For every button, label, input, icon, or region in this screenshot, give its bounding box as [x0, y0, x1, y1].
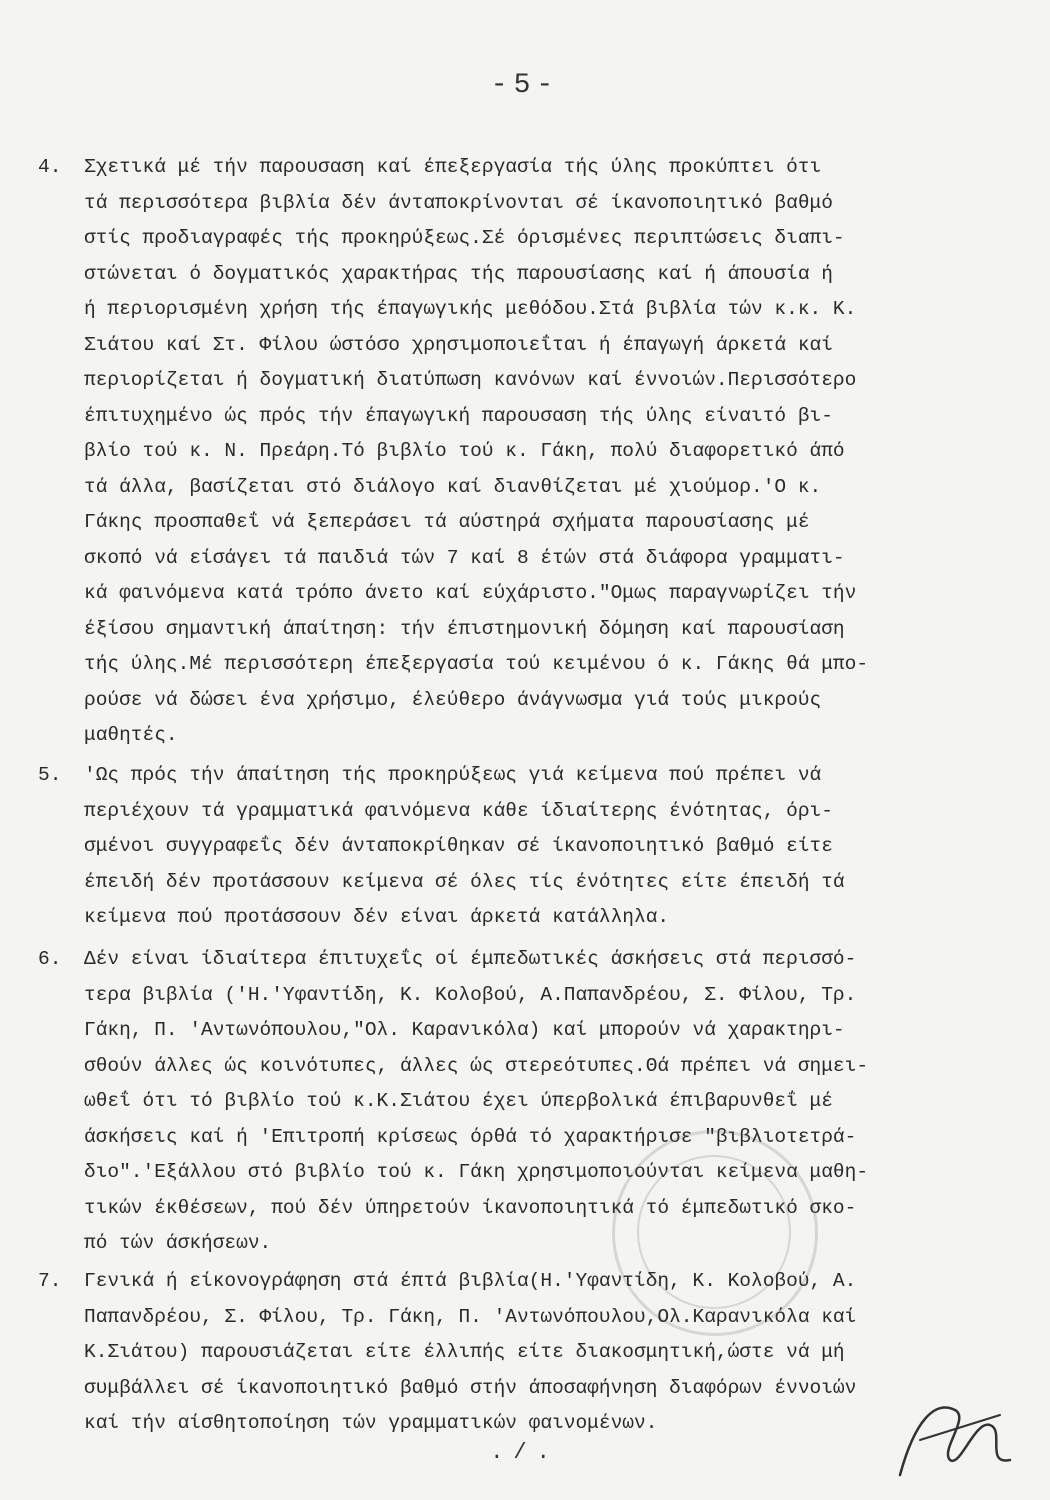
text-line: πό τών άσκήσεων.	[84, 1232, 272, 1254]
text-line: ρούσε νά δώσει ένα χρήσιμο, έλεύθερο άνάγνωσμα γιά τούς μικρούς	[84, 688, 822, 711]
paragraph-5	[38, 758, 1028, 936]
paragraph-text	[84, 150, 1028, 754]
text-line: διο".'Εξάλλου στό βιβλίο τού κ. Γάκη χρησιμοποιούνται κείμενα μαθη-	[84, 1161, 869, 1183]
text-line: περιορίζεται ή δογματική διατύπωση κανόνων καί έννοιών.Περισσότερο	[84, 369, 857, 391]
continuation-mark: ./.	[490, 1440, 560, 1465]
text-line: στίς προδιαγραφές τής προκηρύξεως.Σέ όρισμένες περιπτώσεις διαπι-	[84, 227, 845, 249]
item-number: 4.	[38, 156, 62, 178]
text-line: έπιτυχημένο ώς πρός τήν έπαγωγική παρουσαση τής ύλης είναιτό βι-	[84, 404, 833, 427]
text-line: σθούν άλλες ώς κοινότυπες, άλλες ώς στερεότυπες.Θά πρέπει νά σημει-	[84, 1054, 869, 1077]
text-line: τερα βιβλία ('Η.'Υφαντίδη, Κ. Κολοβού, Α.Παπανδρέου, Σ. Φίλου, Τρ.	[84, 983, 857, 1006]
paragraph-text	[84, 758, 1028, 936]
text-line: μαθητές.	[84, 724, 178, 746]
text-line: ωθεΐ ότι τό βιβλίο τού κ.Κ.Σιάτου έχει ύπερβολικά έπιβαρυνθεΐ μέ	[84, 1090, 833, 1112]
text-line: κά φαινόμενα κατά τρόπο άνετο καί εύχάριστο."Ομως παραγνωρίζει τήν	[84, 582, 857, 604]
text-line: σμένοι συγγραφεΐς δέν άνταποκρίθηκαν σέ ίκανοποιητικό βαθμό είτε	[84, 835, 833, 857]
text-line: Γάκης προσπαθεΐ νά ξεπεράσει τά αύστηρά σχήματα παρουσίασης μέ	[84, 511, 810, 533]
text-line: Σχετικά μέ τήν παρουσαση καί έπεξεργασία τής ύλης προκύπτει ότι	[84, 156, 822, 178]
text-line: καί τήν αίσθητοποίηση τών γραμματικών φαινομένων.	[84, 1412, 658, 1434]
item-number: 7.	[38, 1270, 62, 1292]
text-line: έξίσου σημαντική άπαίτηση: τήν έπιστημονική δόμηση καί παρουσίαση	[84, 617, 845, 640]
text-line: τά περισσότερα βιβλία δέν άνταποκρίνονται σέ ίκανοποιητικό βαθμό	[84, 191, 833, 214]
page-number: -5-	[490, 70, 560, 101]
text-line: Κ.Σιάτου) παρουσιάζεται είτε έλλιπής είτε διακοσμητική,ώστε νά μή	[84, 1341, 845, 1363]
text-line: σκοπό νά είσάγει τά παιδιά τών 7 καί 8 έτών στά διάφορα γραμματι-	[84, 546, 845, 569]
text-line: έπειδή δέν προτάσσουν κείμενα σέ όλες τίς ένότητες είτε έπειδή τά	[84, 870, 845, 893]
text-line: άσκήσεις καί ή 'Επιτροπή κρίσεως όρθά τό χαρακτήρισε "βιβλιοτετρά-	[84, 1125, 857, 1148]
handwritten-signature	[880, 1380, 1030, 1490]
paragraph-6	[38, 942, 1028, 1262]
item-number: 5.	[38, 764, 62, 786]
text-line: βλίο τού κ. Ν. Πρεάρη.Τό βιβλίο τού κ. Γάκη, πολύ διαφορετικό άπό	[84, 440, 845, 462]
text-line: συμβάλλει σέ ίκανοποιητικό βαθμό στήν άποσαφήνηση διαφόρων έννοιών	[84, 1376, 857, 1399]
text-line: τά άλλα, βασίζεται στό διάλογο καί διανθίζεται μέ χιούμορ.'Ο κ.	[84, 475, 822, 498]
text-line: ή περιορισμένη χρήση τής έπαγωγικής μεθόδου.Στά βιβλία τών κ.κ. Κ.	[84, 298, 857, 320]
text-line: Παπανδρέου, Σ. Φίλου, Τρ. Γάκη, Π. 'Αντωνόπουλου,Ολ.Καρανικόλα καί	[84, 1305, 857, 1328]
text-line: Σιάτου καί Στ. Φίλου ώστόσο χρησιμοποιεΐται ή έπαγωγή άρκετά καί	[84, 333, 833, 356]
item-number: 6.	[38, 948, 62, 970]
text-line: στώνεται ό δογματικός χαρακτήρας τής παρουσίασης καί ή άπουσία ή	[84, 262, 833, 285]
paragraph-text	[84, 942, 1028, 1262]
paragraph-4	[38, 150, 1028, 754]
text-line: περιέχουν τά γραμματικά φαινόμενα κάθε ίδιαίτερης ένότητας, όρι-	[84, 799, 833, 822]
text-line: κείμενα πού προτάσσουν δέν είναι άρκετά κατάλληλα.	[84, 906, 670, 928]
text-line: Δέν είναι ίδιαίτερα έπιτυχεΐς οί έμπεδωτικές άσκήσεις στά περισσό-	[84, 948, 857, 970]
text-line: Γενικά ή είκονογράφηση στά έπτά βιβλία(Η.'Υφαντίδη, Κ. Κολοβού, Α.	[84, 1270, 857, 1292]
text-line: Γάκη, Π. 'Αντωνόπουλου,"Ολ. Καρανικόλα) καί μπορούν νά χαρακτηρι-	[84, 1019, 845, 1041]
text-line: τικών έκθέσεων, πού δέν ύπηρετούν ίκανοποιητικά τό έμπεδωτικό σκο-	[84, 1196, 857, 1219]
text-line: τής ύλης.Μέ περισσότερη έπεξεργασία τού κειμένου ό κ. Γάκης θά μπο-	[84, 653, 869, 675]
text-line: 'Ως πρός τήν άπαίτηση τής προκηρύξεως γιά κείμενα πού πρέπει νά	[84, 764, 822, 786]
